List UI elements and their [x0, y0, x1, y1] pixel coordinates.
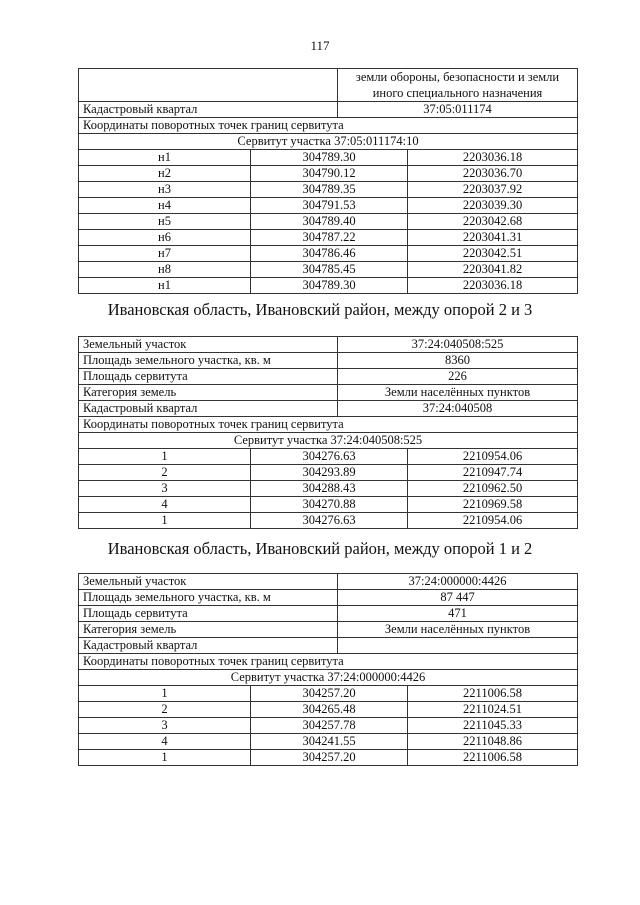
land-plot-label: Земельный участок — [79, 337, 338, 353]
plot-area-label: Площадь земельного участка, кв. м — [79, 353, 338, 369]
point-id: н8 — [79, 262, 251, 278]
table-row — [79, 686, 578, 702]
table-row — [79, 166, 578, 182]
point-id: 3 — [79, 481, 251, 497]
cadastral-quarter-value — [338, 638, 578, 654]
point-x: 304785.45 — [251, 262, 408, 278]
point-x: 304257.20 — [251, 750, 408, 766]
table-row — [79, 622, 578, 638]
table-row — [79, 670, 578, 686]
servitude-label: Сервитут участка 37:24:040508:525 — [79, 433, 578, 449]
point-id: 4 — [79, 497, 251, 513]
cadastral-quarter-label: Кадастровый квартал — [79, 401, 338, 417]
servitude-table-1 — [78, 68, 578, 294]
point-id: 2 — [79, 702, 251, 718]
point-y: 2210962.50 — [408, 481, 578, 497]
table-row — [79, 198, 578, 214]
table-row — [79, 353, 578, 369]
table-row — [79, 590, 578, 606]
point-id: н5 — [79, 214, 251, 230]
cadastral-quarter-value: 37:24:040508 — [338, 401, 578, 417]
point-id: 1 — [79, 686, 251, 702]
table-row — [79, 182, 578, 198]
table-row — [79, 417, 578, 433]
point-y: 2203036.18 — [408, 278, 578, 294]
table-row — [79, 262, 578, 278]
point-x: 304789.40 — [251, 214, 408, 230]
point-y: 2211024.51 — [408, 702, 578, 718]
table-row — [79, 134, 578, 150]
point-y: 2210954.06 — [408, 449, 578, 465]
point-y: 2203041.31 — [408, 230, 578, 246]
point-x: 304276.63 — [251, 513, 408, 529]
point-id: 2 — [79, 465, 251, 481]
point-y: 2203041.82 — [408, 262, 578, 278]
table-row — [79, 337, 578, 353]
point-id: н1 — [79, 150, 251, 166]
table-row — [79, 401, 578, 417]
table-row — [79, 481, 578, 497]
point-id: н4 — [79, 198, 251, 214]
table-row — [79, 230, 578, 246]
point-x: 304789.30 — [251, 278, 408, 294]
servitude-area-value: 471 — [338, 606, 578, 622]
table-row — [79, 118, 578, 134]
coords-label: Координаты поворотных точек границ сервитута — [79, 118, 578, 134]
point-x: 304265.48 — [251, 702, 408, 718]
point-y: 2210954.06 — [408, 513, 578, 529]
point-y: 2203036.70 — [408, 166, 578, 182]
table-row — [79, 433, 578, 449]
point-id: н3 — [79, 182, 251, 198]
point-y: 2203037.92 — [408, 182, 578, 198]
point-id: 1 — [79, 513, 251, 529]
point-x: 304276.63 — [251, 449, 408, 465]
coords-label: Координаты поворотных точек границ сервитута — [79, 654, 578, 670]
land-category-value: земли обороны, безопасности и земли иного специального назначения — [338, 69, 578, 102]
table-row — [79, 718, 578, 734]
table-row — [79, 385, 578, 401]
land-plot-label: Земельный участок — [79, 574, 338, 590]
point-id: н2 — [79, 166, 251, 182]
section-title: Ивановская область, Ивановский район, между опорой 1 и 2 — [107, 539, 533, 558]
cadastral-quarter-label: Кадастровый квартал — [79, 638, 338, 654]
servitude-label: Сервитут участка 37:24:000000:4426 — [79, 670, 578, 686]
land-category-value: Земли населённых пунктов — [338, 385, 578, 401]
point-x: 304789.30 — [251, 150, 408, 166]
point-y: 2203042.68 — [408, 214, 578, 230]
point-x: 304787.22 — [251, 230, 408, 246]
point-y: 2211006.58 — [408, 686, 578, 702]
servitude-area-label: Площадь сервитута — [79, 369, 338, 385]
point-y: 2203042.51 — [408, 246, 578, 262]
land-category-label: Категория земель — [79, 622, 338, 638]
plot-area-value: 87 447 — [338, 590, 578, 606]
table-row — [79, 497, 578, 513]
plot-area-value: 8360 — [338, 353, 578, 369]
point-id: н1 — [79, 278, 251, 294]
point-x: 304790.12 — [251, 166, 408, 182]
land-category-value: Земли населённых пунктов — [338, 622, 578, 638]
table-row — [79, 606, 578, 622]
table-row — [79, 702, 578, 718]
servitude-area-value: 226 — [338, 369, 578, 385]
servitude-label: Сервитут участка 37:05:011174:10 — [79, 134, 578, 150]
table-row — [79, 278, 578, 294]
table-row — [79, 734, 578, 750]
page-number: 117 — [310, 38, 330, 53]
point-id: 3 — [79, 718, 251, 734]
table-row — [79, 574, 578, 590]
point-y: 2211006.58 — [408, 750, 578, 766]
point-x: 304270.88 — [251, 497, 408, 513]
table-row — [79, 750, 578, 766]
point-x: 304293.89 — [251, 465, 408, 481]
table-row — [79, 102, 578, 118]
point-y: 2211048.86 — [408, 734, 578, 750]
point-id: н6 — [79, 230, 251, 246]
servitude-table-3 — [78, 573, 578, 766]
servitude-area-label: Площадь сервитута — [79, 606, 338, 622]
point-id: н7 — [79, 246, 251, 262]
table-row — [79, 150, 578, 166]
point-id: 1 — [79, 449, 251, 465]
point-y: 2203039.30 — [408, 198, 578, 214]
land-category-label: Категория земель — [79, 385, 338, 401]
table-row — [79, 369, 578, 385]
table-row — [79, 246, 578, 262]
section-title: Ивановская область, Ивановский район, между опорой 2 и 3 — [107, 300, 533, 319]
table-row — [79, 69, 578, 102]
table-row — [79, 465, 578, 481]
land-plot-value: 37:24:000000:4426 — [338, 574, 578, 590]
point-y: 2203036.18 — [408, 150, 578, 166]
coords-label: Координаты поворотных точек границ сервитута — [79, 417, 578, 433]
table-row — [79, 214, 578, 230]
point-x: 304288.43 — [251, 481, 408, 497]
point-y: 2211045.33 — [408, 718, 578, 734]
point-id: 1 — [79, 750, 251, 766]
point-id: 4 — [79, 734, 251, 750]
point-x: 304257.78 — [251, 718, 408, 734]
point-x: 304241.55 — [251, 734, 408, 750]
point-x: 304789.35 — [251, 182, 408, 198]
plot-area-label: Площадь земельного участка, кв. м — [79, 590, 338, 606]
land-plot-value: 37:24:040508:525 — [338, 337, 578, 353]
cadastral-quarter-label: Кадастровый квартал — [79, 102, 338, 118]
table-row — [79, 654, 578, 670]
point-x: 304791.53 — [251, 198, 408, 214]
point-x: 304257.20 — [251, 686, 408, 702]
servitude-table-2 — [78, 336, 578, 529]
empty-cell — [79, 69, 338, 102]
point-x: 304786.46 — [251, 246, 408, 262]
cadastral-quarter-value: 37:05:011174 — [338, 102, 578, 118]
point-y: 2210969.58 — [408, 497, 578, 513]
table-row — [79, 449, 578, 465]
table-row — [79, 638, 578, 654]
table-row — [79, 513, 578, 529]
point-y: 2210947.74 — [408, 465, 578, 481]
